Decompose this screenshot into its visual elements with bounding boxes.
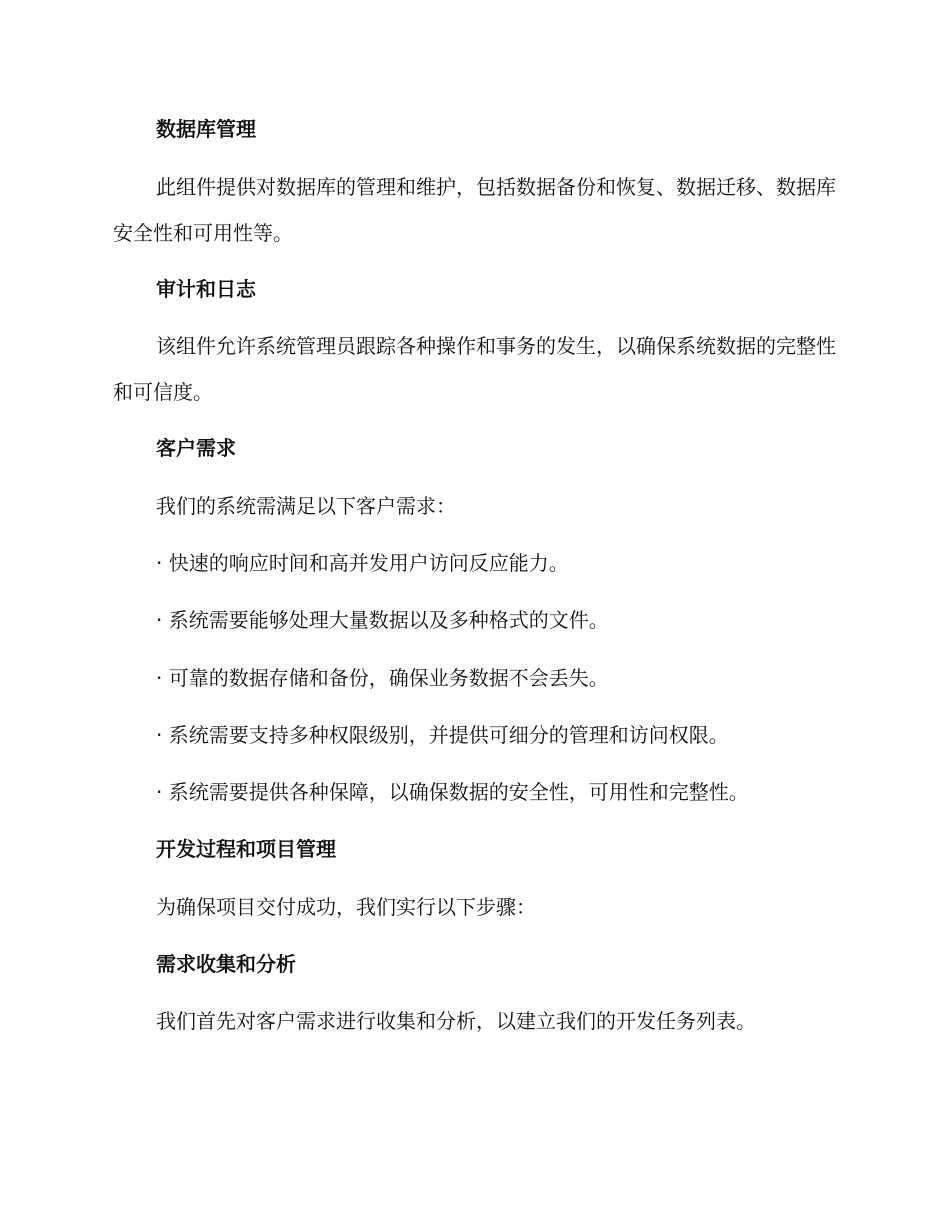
list-item: · 系统需要提供各种保障，以确保数据的安全性，可用性和完整性。 [156,780,749,804]
section-heading-development-process: 开发过程和项目管理 [156,837,336,861]
section-paragraph-database-management: 此组件提供对数据库的管理和维护，包括数据备份和恢复、数据迁移、数据库安全性和可用性等。 [113,175,836,245]
section-heading-requirements-analysis: 需求收集和分析 [156,952,296,976]
section-intro-development-process: 为确保项目交付成功，我们实行以下步骤： [156,895,536,919]
section-heading-audit-logs: 审计和日志 [156,277,256,301]
list-item: · 可靠的数据存储和备份，确保业务数据不会丢失。 [156,666,609,690]
section-paragraph-audit-logs: 该组件允许系统管理员跟踪各种操作和事务的发生，以确保系统数据的完整性和可信度。 [113,334,836,404]
list-item: · 快速的响应时间和高并发用户访问反应能力。 [156,551,569,575]
list-item: · 系统需要支持多种权限级别，并提供可细分的管理和访问权限。 [156,723,729,747]
section-heading-database-management: 数据库管理 [156,117,256,141]
list-item: · 系统需要能够处理大量数据以及多种格式的文件。 [156,608,609,632]
section-heading-customer-requirements: 客户需求 [156,436,236,460]
section-intro-customer-requirements: 我们的系统需满足以下客户需求： [156,494,456,518]
section-paragraph-requirements-analysis: 我们首先对客户需求进行收集和分析，以建立我们的开发任务列表。 [156,1009,756,1033]
